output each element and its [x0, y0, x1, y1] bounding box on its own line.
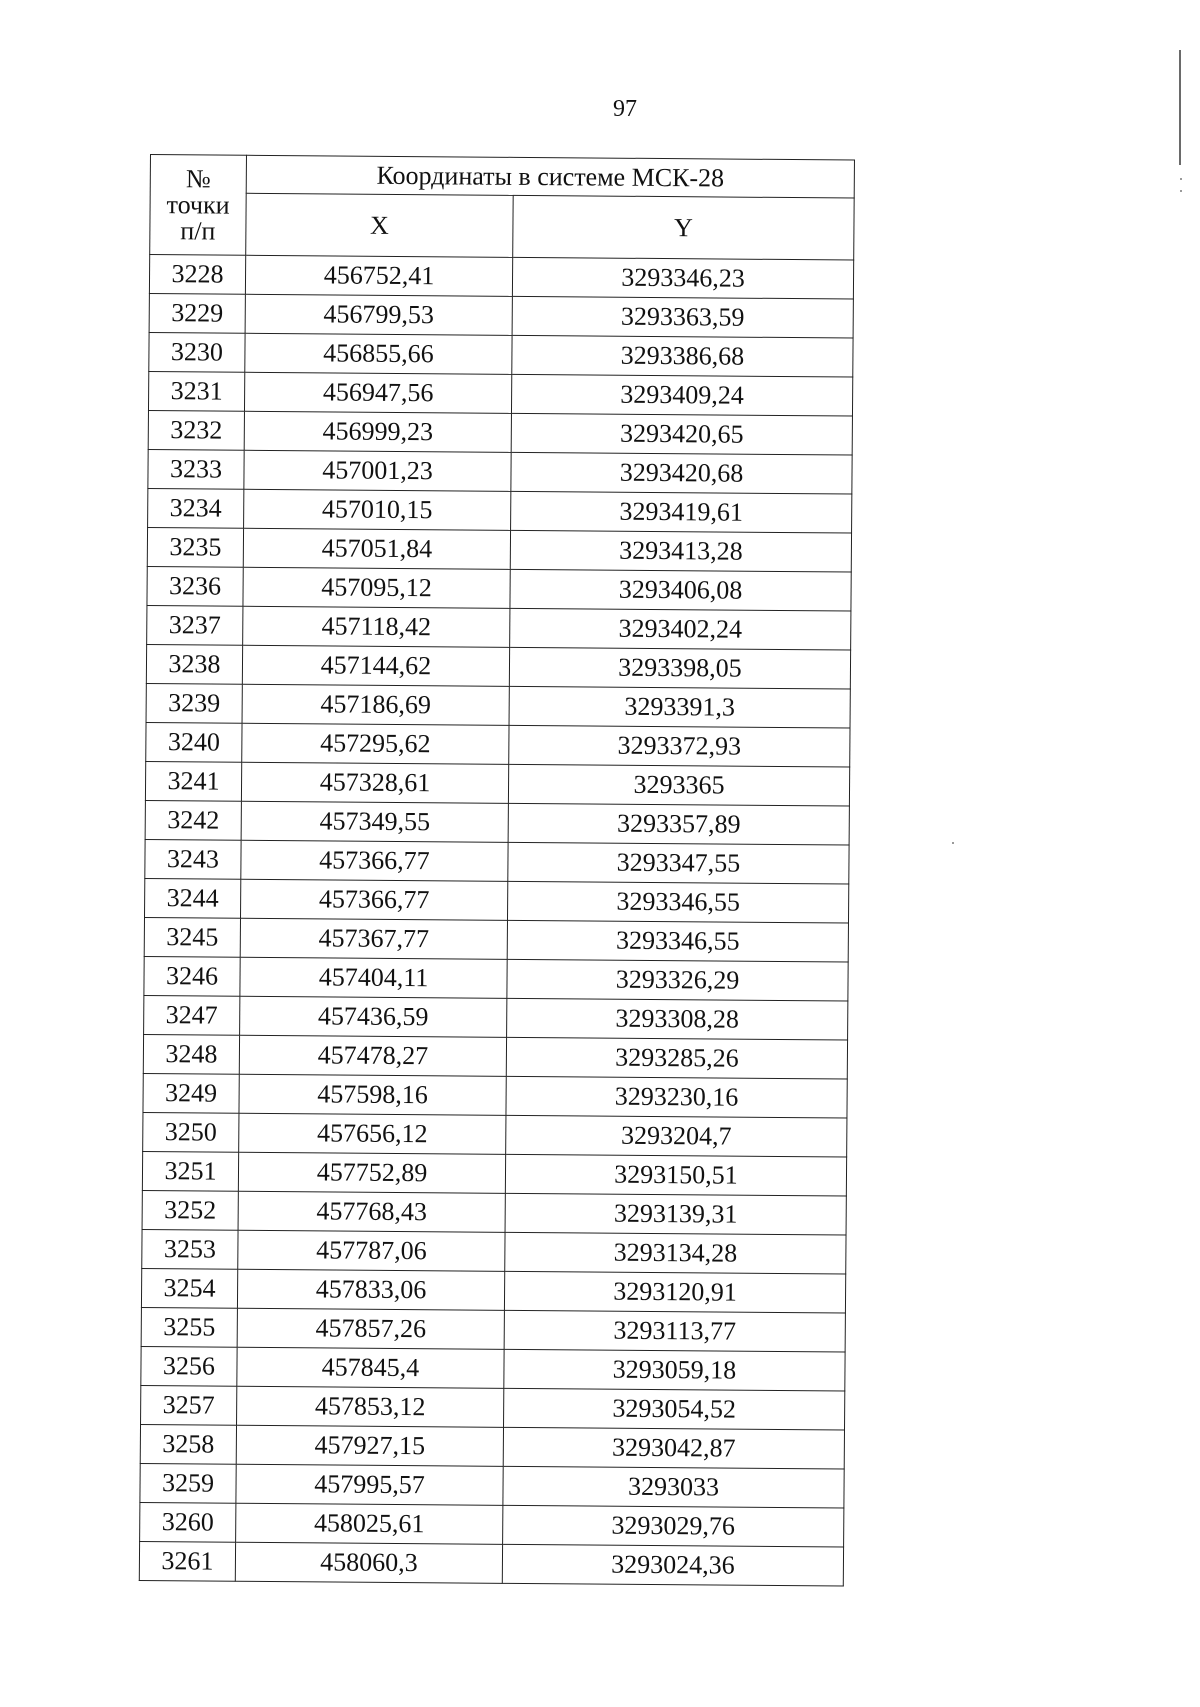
table-row: [147, 527, 851, 572]
x-coordinate-cell: 457349,55: [241, 801, 508, 842]
table-row: [141, 1346, 845, 1391]
table-row: [141, 1268, 845, 1313]
table-row: [141, 1385, 845, 1430]
table-row: [145, 761, 849, 806]
point-number-header-line2: точки: [166, 189, 230, 220]
x-coordinate-cell: 457118,42: [243, 606, 510, 647]
y-column-header: Y: [513, 196, 854, 260]
y-coordinate-cell: 3293391,3: [509, 686, 850, 728]
point-number-cell: 3249: [143, 1073, 239, 1113]
x-coordinate-cell: 456855,66: [245, 333, 512, 374]
point-number-cell: 3231: [148, 371, 244, 411]
y-coordinate-cell: 3293230,16: [506, 1076, 847, 1118]
table-row: [146, 683, 850, 728]
y-coordinate-cell: 3293150,51: [505, 1154, 846, 1196]
point-number-cell: 3240: [146, 722, 242, 762]
x-coordinate-cell: 457478,27: [239, 1035, 506, 1076]
x-coordinate-cell: 457598,16: [239, 1074, 506, 1115]
x-coordinate-cell: 457752,89: [238, 1152, 505, 1193]
point-number-cell: 3234: [148, 488, 244, 528]
point-number-cell: 3243: [145, 839, 241, 879]
table-row: [144, 995, 848, 1040]
point-number-header-line3: п/п: [180, 215, 216, 246]
point-number-header-line1: №: [185, 163, 211, 193]
y-coordinate-cell: 3293346,55: [507, 920, 848, 962]
y-coordinate-cell: 3293372,93: [509, 725, 850, 767]
table-row: [139, 1541, 843, 1586]
coordinates-table: [139, 154, 855, 1586]
y-coordinate-cell: 3293402,24: [510, 608, 851, 650]
x-coordinate-cell: 457927,15: [236, 1425, 503, 1466]
y-coordinate-cell: 3293413,28: [510, 530, 851, 572]
point-number-cell: 3237: [147, 605, 243, 645]
x-coordinate-cell: 456947,56: [244, 372, 511, 413]
table-row: [148, 371, 852, 416]
point-number-cell: 3245: [144, 917, 240, 957]
point-number-cell: 3251: [142, 1151, 238, 1191]
y-coordinate-cell: 3293113,77: [504, 1310, 845, 1352]
y-coordinate-cell: 3293365: [508, 764, 849, 806]
table-row: [145, 839, 849, 884]
x-coordinate-cell: 457768,43: [238, 1191, 505, 1232]
x-coordinate-cell: 456752,41: [245, 255, 512, 296]
y-coordinate-cell: 3293419,61: [511, 491, 852, 533]
table-row: [148, 410, 852, 455]
point-number-cell: 3248: [143, 1034, 239, 1074]
point-number-cell: 3261: [139, 1541, 235, 1581]
table-row: [143, 1073, 847, 1118]
y-coordinate-cell: 3293120,91: [504, 1271, 845, 1313]
scan-speck: [1180, 190, 1182, 192]
y-coordinate-cell: 3293024,36: [502, 1544, 843, 1586]
x-coordinate-cell: 457001,23: [244, 450, 511, 491]
y-coordinate-cell: 3293347,55: [508, 842, 849, 884]
point-number-cell: 3253: [142, 1229, 238, 1269]
x-coordinate-cell: 457010,15: [244, 489, 511, 530]
point-number-cell: 3236: [147, 566, 243, 606]
x-coordinate-cell: 457295,62: [242, 723, 509, 764]
point-number-cell: 3238: [146, 644, 242, 684]
point-number-cell: 3255: [141, 1307, 237, 1347]
x-coordinate-cell: 457656,12: [239, 1113, 506, 1154]
point-number-cell: 3244: [145, 878, 241, 918]
table-row: [145, 878, 849, 923]
x-coordinate-cell: 457833,06: [237, 1269, 504, 1310]
table-row: [142, 1229, 846, 1274]
point-number-cell: 3259: [140, 1463, 236, 1503]
y-coordinate-cell: 3293406,08: [510, 569, 851, 611]
y-coordinate-cell: 3293029,76: [503, 1505, 844, 1547]
point-number-cell: 3233: [148, 449, 244, 489]
y-coordinate-cell: 3293398,05: [509, 647, 850, 689]
point-number-cell: 3252: [142, 1190, 238, 1230]
point-number-cell: 3241: [145, 761, 241, 801]
y-coordinate-cell: 3293285,26: [506, 1037, 847, 1079]
page-number: 97: [613, 96, 637, 122]
table-body: [139, 255, 853, 1586]
x-coordinate-cell: 457186,69: [242, 684, 509, 725]
scan-edge-mark: [1179, 50, 1181, 165]
x-coordinate-cell: 457787,06: [238, 1230, 505, 1271]
table-row: [143, 1034, 847, 1079]
y-coordinate-cell: 3293346,23: [512, 257, 853, 299]
table-row: [140, 1463, 844, 1508]
point-number-cell: 3235: [147, 527, 243, 567]
point-number-cell: 3258: [140, 1424, 236, 1464]
x-coordinate-cell: 458060,3: [235, 1542, 502, 1583]
x-coordinate-cell: 456799,53: [245, 294, 512, 335]
y-coordinate-cell: 3293204,7: [506, 1115, 847, 1157]
scan-speck: [1180, 178, 1182, 180]
table-row: [147, 605, 851, 650]
y-coordinate-cell: 3293042,87: [503, 1427, 844, 1469]
table-row: [149, 293, 853, 338]
y-coordinate-cell: 3293420,65: [511, 413, 852, 455]
table-row: [148, 488, 852, 533]
point-number-cell: 3230: [149, 332, 245, 372]
x-coordinate-cell: 456999,23: [244, 411, 511, 452]
point-number-header: [150, 155, 247, 256]
table-row: [148, 449, 852, 494]
point-number-cell: 3254: [141, 1268, 237, 1308]
x-coordinate-cell: 457857,26: [237, 1308, 504, 1349]
x-coordinate-cell: 458025,61: [236, 1503, 503, 1544]
table-row: [147, 566, 851, 611]
table-row: [146, 644, 850, 689]
table-row: [144, 956, 848, 1001]
table-row: [143, 1112, 847, 1157]
y-coordinate-cell: 3293326,29: [507, 959, 848, 1001]
y-coordinate-cell: 3293134,28: [505, 1232, 846, 1274]
table-row: [142, 1190, 846, 1235]
y-coordinate-cell: 3293346,55: [507, 881, 848, 923]
point-number-cell: 3246: [144, 956, 240, 996]
point-number-cell: 3260: [140, 1502, 236, 1542]
point-number-cell: 3232: [148, 410, 244, 450]
x-coordinate-cell: 457366,77: [241, 879, 508, 920]
point-number-cell: 3242: [145, 800, 241, 840]
point-number-cell: 3228: [149, 255, 245, 295]
x-coordinate-cell: 457853,12: [237, 1386, 504, 1427]
x-coordinate-cell: 457404,11: [240, 957, 507, 998]
table-row: [149, 255, 853, 300]
y-coordinate-cell: 3293409,24: [511, 374, 852, 416]
y-coordinate-cell: 3293139,31: [505, 1193, 846, 1235]
y-coordinate-cell: 3293357,89: [508, 803, 849, 845]
y-coordinate-cell: 3293386,68: [512, 335, 853, 377]
point-number-cell: 3257: [141, 1385, 237, 1425]
table-row: [144, 917, 848, 962]
coordinates-system-header: Координаты в системе МСК-28: [246, 155, 854, 198]
y-coordinate-cell: 3293059,18: [504, 1349, 845, 1391]
point-number-cell: 3229: [149, 293, 245, 333]
point-number-cell: 3247: [144, 995, 240, 1035]
x-coordinate-cell: 457995,57: [236, 1464, 503, 1505]
x-coordinate-cell: 457095,12: [243, 567, 510, 608]
point-number-cell: 3250: [143, 1112, 239, 1152]
x-column-header: X: [246, 194, 513, 258]
point-number-cell: 3239: [146, 683, 242, 723]
y-coordinate-cell: 3293033: [503, 1466, 844, 1508]
x-coordinate-cell: 457367,77: [240, 918, 507, 959]
x-coordinate-cell: 457366,77: [241, 840, 508, 881]
scan-speck: [952, 842, 954, 844]
x-coordinate-cell: 457328,61: [241, 762, 508, 803]
table-row: [146, 722, 850, 767]
table-row: [140, 1502, 844, 1547]
x-coordinate-cell: 457845,4: [237, 1347, 504, 1388]
y-coordinate-cell: 3293420,68: [511, 452, 852, 494]
y-coordinate-cell: 3293363,59: [512, 296, 853, 338]
x-coordinate-cell: 457436,59: [240, 996, 507, 1037]
y-coordinate-cell: 3293054,52: [504, 1388, 845, 1430]
table-row: [140, 1424, 844, 1469]
table-header: [150, 155, 855, 261]
table-row: [142, 1151, 846, 1196]
point-number-cell: 3256: [141, 1346, 237, 1386]
table-row: [145, 800, 849, 845]
table-row: [141, 1307, 845, 1352]
x-coordinate-cell: 457051,84: [243, 528, 510, 569]
table-row: [149, 332, 853, 377]
y-coordinate-cell: 3293308,28: [507, 998, 848, 1040]
x-coordinate-cell: 457144,62: [242, 645, 509, 686]
